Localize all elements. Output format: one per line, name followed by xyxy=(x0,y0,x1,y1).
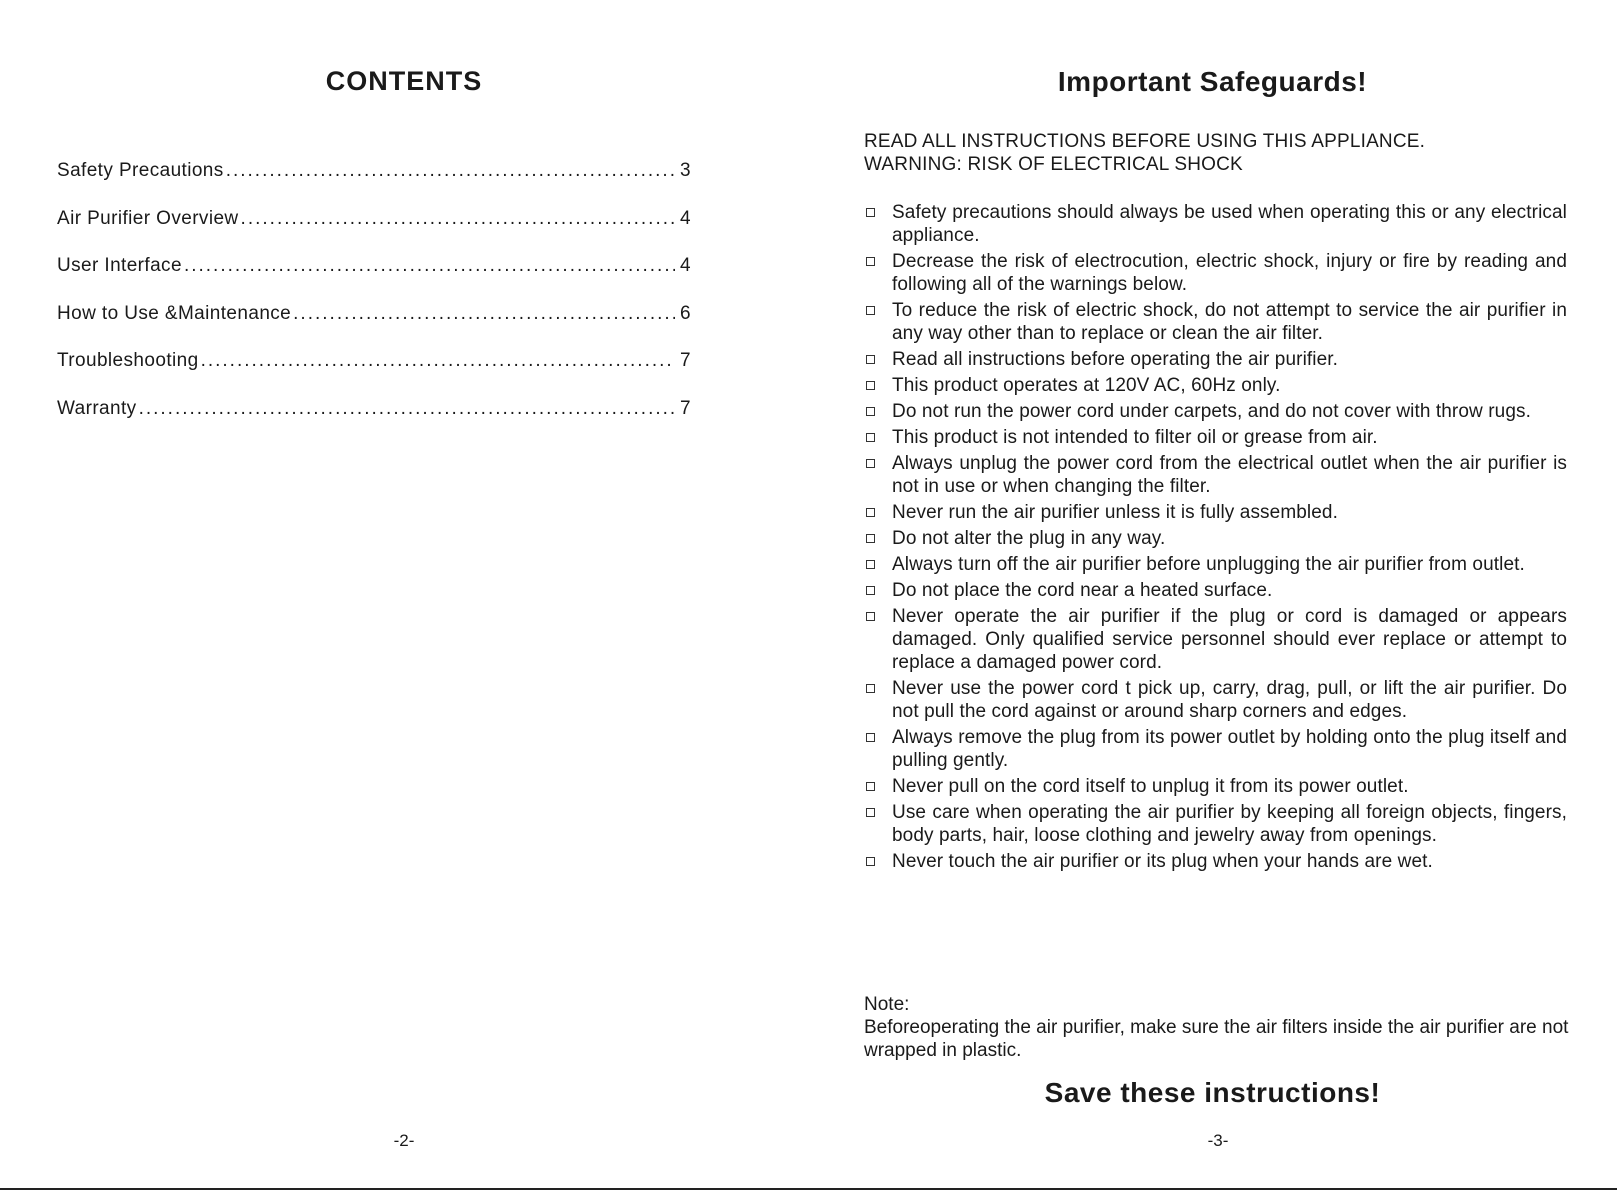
save-instructions-title: Save these instructions! xyxy=(1044,1077,1381,1108)
list-item-text: Never use the power cord t pick up, carry, drag, pull, or lift the air purifier. Do not pull the cord against or around sharp corners and edges. xyxy=(892,678,1567,722)
list-item xyxy=(864,452,1567,498)
list-item xyxy=(864,677,1567,723)
checkbox-icon xyxy=(866,355,875,364)
toc-entry-warranty[interactable] xyxy=(57,398,691,446)
toc-leader-dots xyxy=(241,208,675,230)
list-item xyxy=(864,250,1567,296)
toc-leader-dots xyxy=(184,255,675,277)
checkbox-icon xyxy=(866,684,875,693)
checkbox-icon xyxy=(866,782,875,791)
checkbox-icon xyxy=(866,433,875,442)
toc-page-number: 6 xyxy=(680,302,691,324)
toc-label: Safety Precautions xyxy=(57,160,224,181)
note-text: Beforeoperating the air purifier, make sure the air filters inside the air purifier are not wrapped in plastic. xyxy=(864,1017,1569,1061)
toc-label: User Interface xyxy=(57,255,182,276)
list-item-text: Use care when operating the air purifier by keeping all foreign objects, fingers, body parts, hair, loose clothing and jewelry away from openings. xyxy=(892,802,1567,846)
warning-line: WARNING: RISK OF ELECTRICAL SHOCK xyxy=(864,154,1243,175)
list-item xyxy=(864,801,1567,847)
list-item-text: Do not place the cord near a heated surface. xyxy=(892,580,1273,601)
list-item xyxy=(864,501,1567,524)
table-of-contents xyxy=(57,160,691,445)
list-item-text: This product is not intended to filter oil or grease from air. xyxy=(892,427,1378,448)
note-section xyxy=(864,993,1584,1062)
list-item xyxy=(864,850,1567,873)
list-item xyxy=(864,400,1567,423)
safeguards-title: Important Safeguards! xyxy=(1057,66,1368,97)
page-number-right: -3- xyxy=(1207,1131,1229,1150)
checkbox-icon xyxy=(866,407,875,416)
toc-label: Troubleshooting xyxy=(57,350,199,371)
list-item-text: This product operates at 120V AC, 60Hz only. xyxy=(892,375,1281,396)
list-item xyxy=(864,348,1567,371)
toc-page-number: 7 xyxy=(680,397,691,419)
checkbox-icon xyxy=(866,733,875,742)
toc-entry-user-interface[interactable] xyxy=(57,255,691,303)
checkbox-icon xyxy=(866,208,875,217)
list-item-text: Read all instructions before operating the air purifier. xyxy=(892,349,1339,370)
list-item-text: Never touch the air purifier or its plug when your hands are wet. xyxy=(892,851,1433,872)
checkbox-icon xyxy=(866,808,875,817)
list-item xyxy=(864,527,1567,550)
checkbox-icon xyxy=(866,612,875,621)
safety-list xyxy=(864,201,1567,876)
list-item-text: Never pull on the cord itself to unplug it from its power outlet. xyxy=(892,776,1409,797)
toc-label: Warranty xyxy=(57,397,137,419)
toc-label: How to Use &Maintenance xyxy=(57,302,292,324)
list-item-text: Never operate the air purifier if the plug or cord is damaged or appears damaged. Only qualified service personnel should ever replace or attempt to replace a damaged power cord. xyxy=(892,606,1567,673)
list-item xyxy=(864,605,1567,674)
checkbox-icon xyxy=(866,534,875,543)
checkbox-icon xyxy=(866,560,875,569)
toc-page-number: 3 xyxy=(680,160,691,181)
toc-entry-safety-precautions[interactable] xyxy=(57,160,691,208)
list-item-text: Never run the air purifier unless it is fully assembled. xyxy=(892,502,1338,523)
toc-entry-how-to-use-maintenance[interactable] xyxy=(57,303,691,351)
toc-page-number: 7 xyxy=(680,350,691,371)
list-item-text: Always remove the plug from its power outlet by holding onto the plug itself and pulling gently. xyxy=(892,727,1567,771)
list-item-text: Do not alter the plug in any way. xyxy=(892,528,1166,549)
list-item-text: To reduce the risk of electric shock, do not attempt to service the air purifier in any way other than to replace or clean the air filter. xyxy=(892,300,1567,344)
page-number-left: -2- xyxy=(393,1131,415,1150)
list-item xyxy=(864,426,1567,449)
toc-page-number: 4 xyxy=(680,255,691,276)
list-item xyxy=(864,201,1567,247)
list-item xyxy=(864,374,1567,397)
checkbox-icon xyxy=(866,857,875,866)
checkbox-icon xyxy=(866,459,875,468)
toc-leader-dots xyxy=(139,398,675,420)
checkbox-icon xyxy=(866,586,875,595)
toc-entry-troubleshooting[interactable] xyxy=(57,350,691,398)
list-item-text: Do not run the power cord under carpets, and do not cover with throw rugs. xyxy=(892,401,1531,422)
toc-leader-dots xyxy=(226,160,675,182)
list-item xyxy=(864,299,1567,345)
toc-leader-dots xyxy=(293,303,675,325)
checkbox-icon xyxy=(866,381,875,390)
checkbox-icon xyxy=(866,306,875,315)
left-page xyxy=(0,0,808,1192)
list-item xyxy=(864,775,1567,798)
list-item-text: Decrease the risk of electrocution, electric shock, injury or fire by reading and following all of the warnings below. xyxy=(892,251,1567,295)
list-item xyxy=(864,726,1567,772)
list-item-text: Always unplug the power cord from the electrical outlet when the air purifier is not in use or when changing the filter. xyxy=(892,453,1567,497)
list-item xyxy=(864,579,1567,602)
note-label: Note: xyxy=(864,994,910,1015)
instruction-header xyxy=(864,130,1584,176)
checkbox-icon xyxy=(866,508,875,517)
right-page xyxy=(808,0,1617,1192)
toc-page-number: 4 xyxy=(680,207,691,229)
checkbox-icon xyxy=(866,257,875,266)
list-item-text: Safety precautions should always be used when operating this or any electrical appliance. xyxy=(892,202,1567,246)
toc-entry-air-purifier-overview[interactable] xyxy=(57,208,691,256)
toc-label: Air Purifier Overview xyxy=(57,207,239,229)
contents-title: CONTENTS xyxy=(325,66,483,96)
bottom-divider xyxy=(0,1188,1617,1190)
read-all-instructions-line: READ ALL INSTRUCTIONS BEFORE USING THIS APPLIANCE. xyxy=(864,131,1426,152)
toc-leader-dots xyxy=(201,350,675,372)
list-item-text: Always turn off the air purifier before unplugging the air purifier from outlet. xyxy=(892,554,1525,575)
list-item xyxy=(864,553,1567,576)
